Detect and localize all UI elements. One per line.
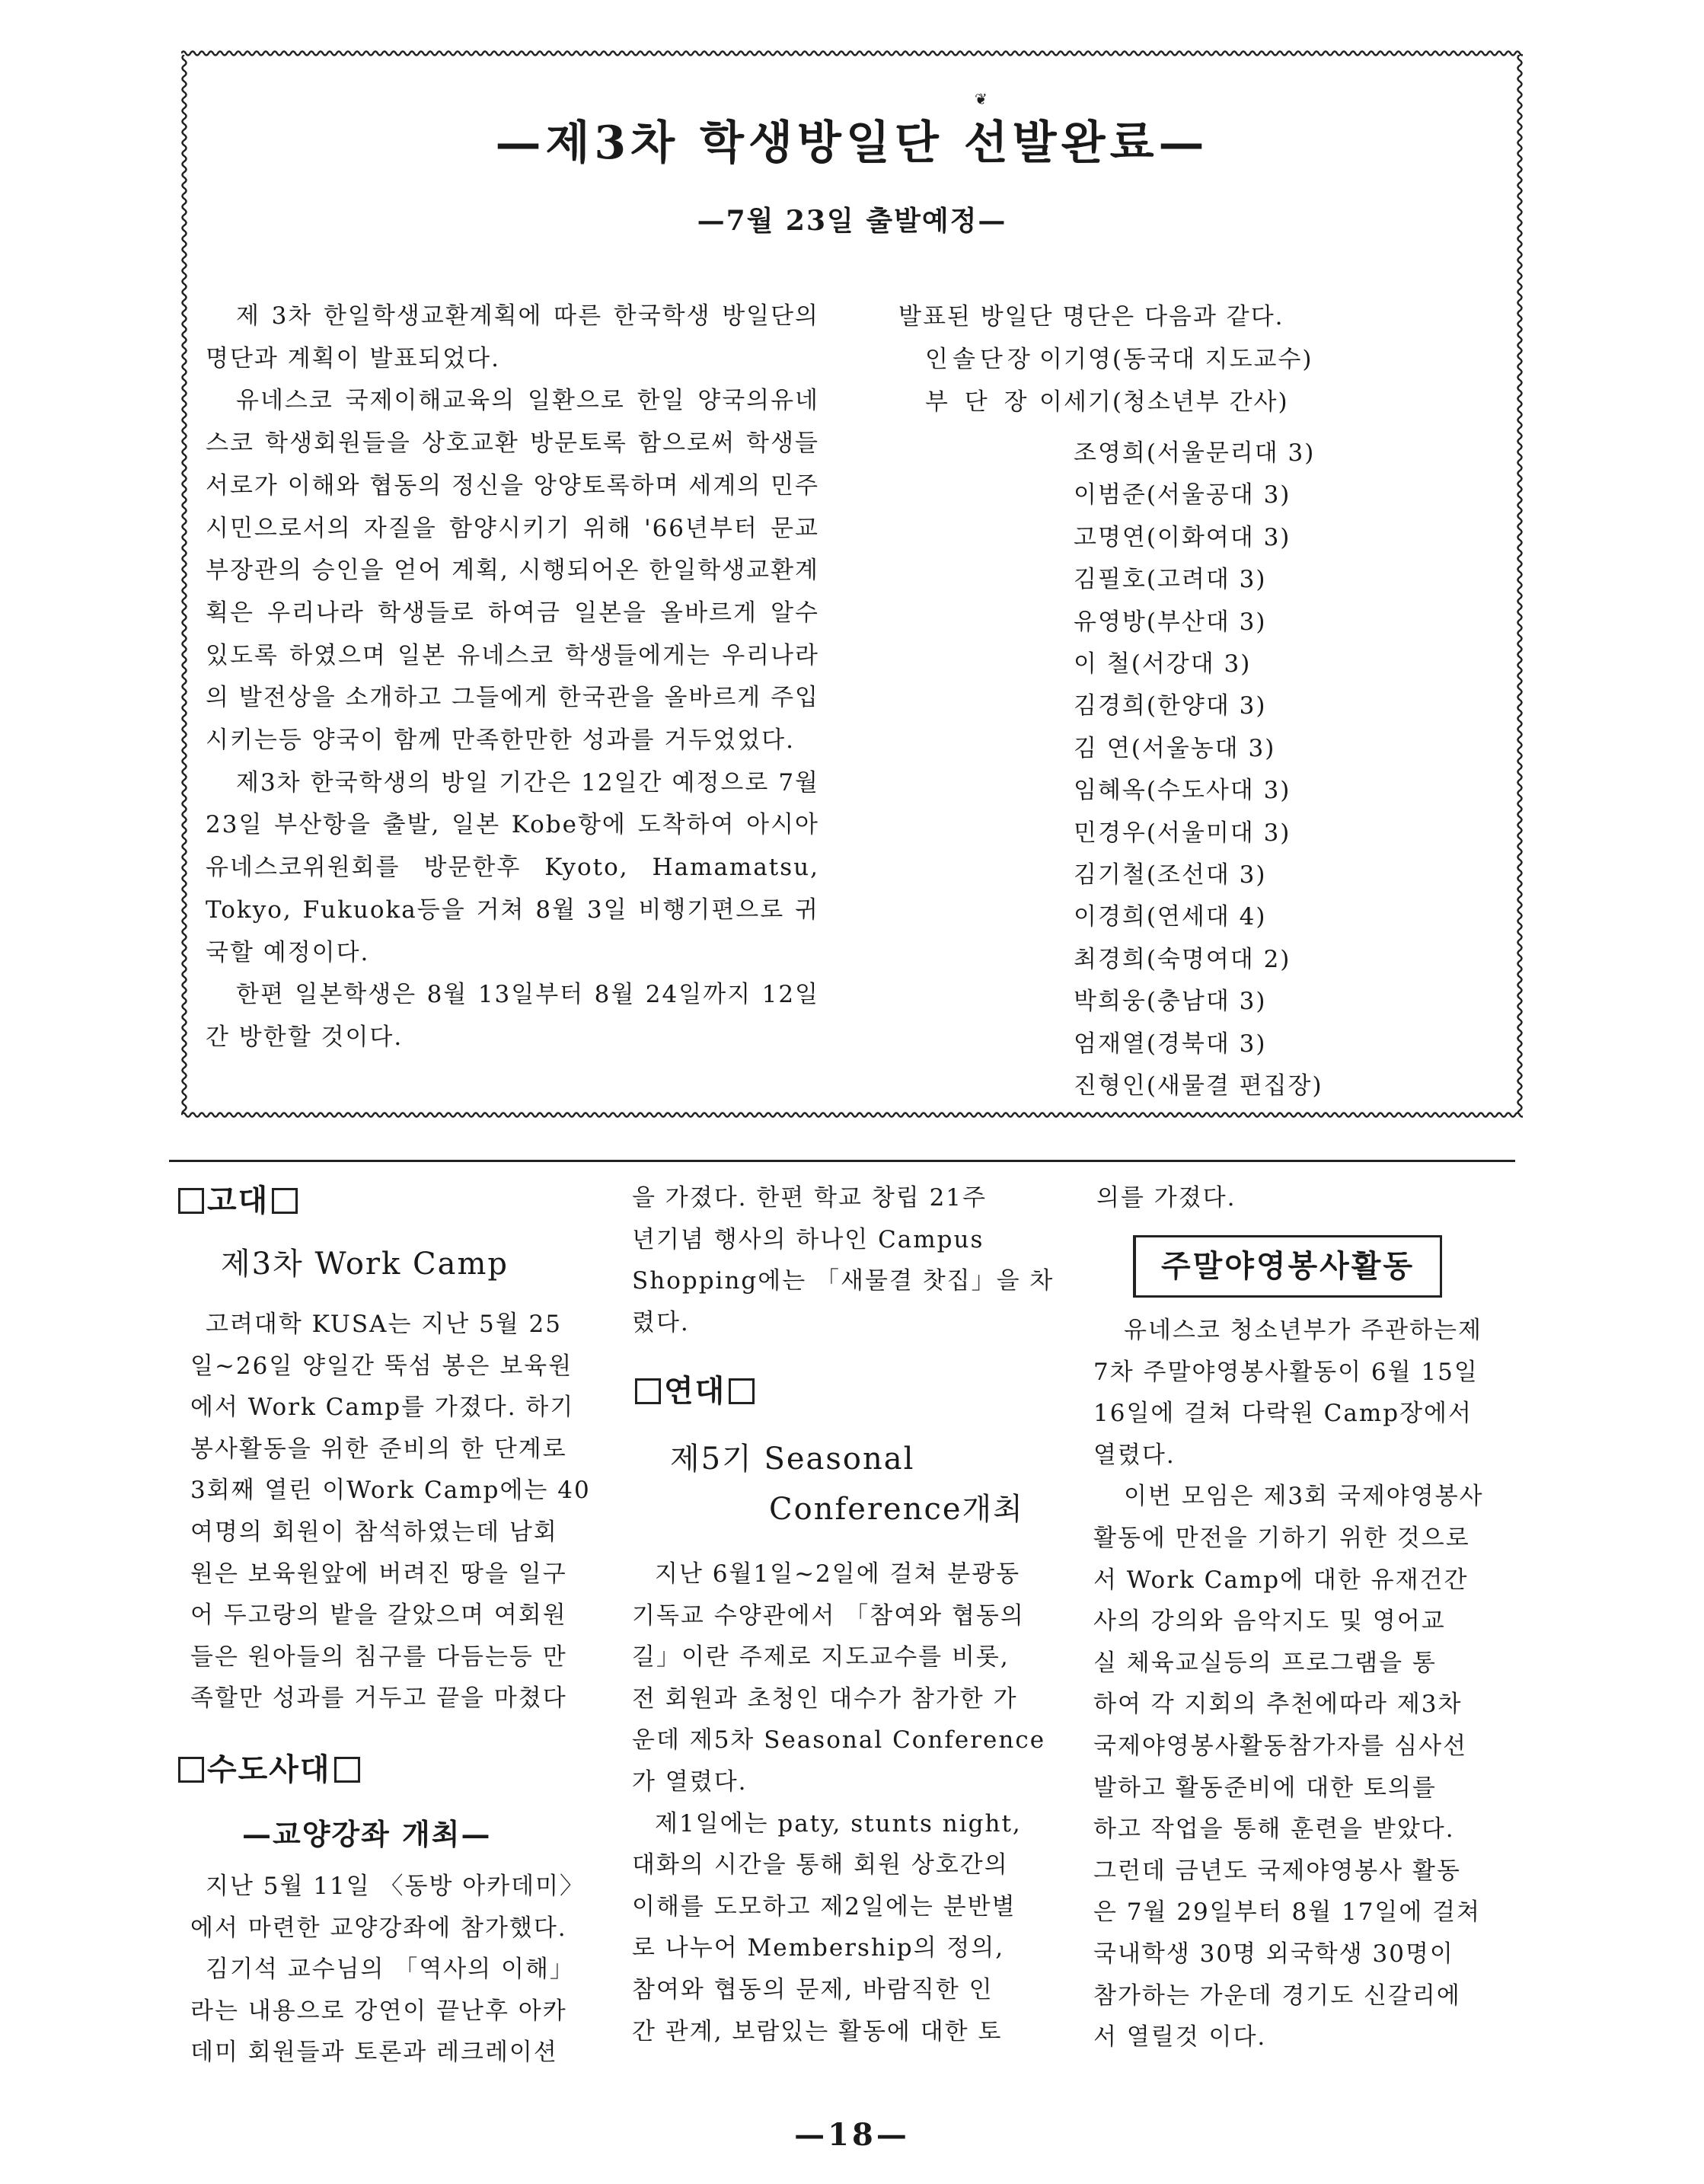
square-bracket-icon [178, 1757, 204, 1783]
roster-members [1074, 433, 1323, 1108]
leader-row [925, 338, 1313, 381]
square-bracket-icon [272, 1188, 298, 1214]
leader-name: 이세기(청소년부 간사) [1039, 388, 1289, 416]
sudo-article-continued [632, 1177, 1054, 1343]
text-line: 사의 강의와 음악지도 및 영어교 [1093, 1608, 1446, 1636]
text-line: 서 Work Camp에 대한 유재건간 [1093, 1566, 1469, 1594]
page-title: —제3차 학생방일단 선발완료— [495, 117, 1209, 170]
text-line: Shopping에는 「새물결 찻집」을 차 [632, 1267, 1055, 1295]
text-line: 제1일에는 paty, stunts night, [655, 1809, 1022, 1838]
member-item: 김기철(조선대 3) [1074, 861, 1267, 889]
roster-intro: 발표된 방일단 명단은 다음과 같다. [898, 303, 1284, 330]
ornament-icon: ❦ [975, 90, 988, 108]
member-item: 임혜옥(수도사대 3) [1074, 777, 1291, 805]
text-line: 기독교 수양관에서 「참여와 협동의 [632, 1601, 1025, 1630]
text-line: 이번 모임은 제3회 국제야영봉사 [1124, 1483, 1484, 1511]
text-line: 대화의 시간을 통해 회원 상호간의 [632, 1851, 1009, 1879]
page-subtitle: —7월 23일 출발예정— [697, 205, 1007, 237]
member-item: 이경희(연세대 4) [1074, 903, 1267, 931]
weekend-article [1093, 1310, 1484, 2058]
text-line: 은 7월 29일부터 8월 17일에 걸쳐 [1093, 1898, 1482, 1927]
section-divider [169, 1160, 1515, 1162]
text-line: 유네스코 청소년부가 주관하는제 [1124, 1317, 1482, 1344]
section-heading-korea-univ: 고대 [175, 1177, 301, 1220]
text-line: 원은 보육원앞에 버려진 땅을 일구 [190, 1560, 567, 1588]
member-item: 김필호(고려대 3) [1074, 566, 1267, 594]
member-item: 엄재열(경북대 3) [1074, 1030, 1267, 1058]
member-item: 이범준(서울공대 3) [1074, 481, 1291, 509]
member-item: 고명연(이화여대 3) [1074, 523, 1291, 551]
text-line: 서 열릴것 이다. [1093, 2023, 1267, 2051]
text-line: 을 가졌다. 한편 학교 창립 21주 [632, 1184, 987, 1212]
member-item: 민경우(서울미대 3) [1074, 819, 1291, 847]
member-item: 조영희(서울문리대 3) [1074, 439, 1316, 467]
sudo-article [190, 1866, 585, 2074]
text-line: 일~26일 양일간 뚝섬 봉은 보육원 [190, 1352, 573, 1380]
text-line: 국제야영봉사활동참가자를 심사선 [1093, 1732, 1468, 1760]
text-line: 국내학생 30명 외국학생 30명이 [1093, 1940, 1454, 1968]
article-title: Conference개최 [769, 1492, 1024, 1527]
text-line: 열렸다. [1093, 1441, 1176, 1469]
text-line: 봉사활동을 위한 준비의 한 단계로 [190, 1435, 567, 1463]
text-line: 족할만 성과를 거두고 끝을 마쳤다 [190, 1684, 567, 1713]
article-title: 제3차 Work Camp [221, 1247, 509, 1282]
yonsei-article-continued [1096, 1177, 1236, 1219]
text-line: 실 체육교실등의 프로그램을 통 [1093, 1649, 1437, 1677]
text-line: 들은 원아들의 침구를 다듬는등 만 [190, 1643, 567, 1671]
text-line: 활동에 만전을 기하기 위한 것으로 [1093, 1524, 1470, 1552]
text-line: 하여 각 지회의 추천에따라 제3차 [1093, 1691, 1463, 1719]
text-line: 참여와 협동의 문제, 바람직한 인 [632, 1975, 994, 2004]
text-line: 여명의 회원이 참석하였는데 남회 [190, 1518, 558, 1546]
intro-paragraph: 유네스코 국제이해교육의 일환으로 한일 양국의유네스코 학생회원들을 상호교환 방문토록 함으로써 학생들 서로가 이해와 협동의 정신을 앙양토록하며 세계의 민주시민으로서의 자질을 함양시키기 위해 '66년부터 문교부장관의 승인을 얻어 계획, 시행되어온 한일학생교환계획은 우리나라 학생들로 하여금 일본을 올바르게 알수 있도록 하였으며 일본 유네스코 학생들에게는 우리나라의 발전상을 소개하고 그들에게 한국관을 올바르게 주입시키는등 양국이 함께 만족한만한 성과를 거두었었다. [206, 387, 819, 755]
text-line: 렸다. [632, 1308, 690, 1336]
article-title: 제5기 Seasonal [670, 1442, 915, 1477]
text-line: 라는 내용으로 강연이 끝난후 아카 [190, 1997, 567, 2025]
text-line: 길」이란 주제로 지도교수를 비롯, [632, 1643, 1010, 1672]
yonsei-article [632, 1553, 1045, 2052]
member-item: 최경희(숙명여대 2) [1074, 945, 1291, 973]
member-item: 유영방(부산대 3) [1074, 608, 1267, 636]
top-border [181, 49, 1523, 58]
text-line: 그런데 금년도 국제야영봉사 활동 [1093, 1857, 1461, 1885]
leader-name: 이기영(동국대 지도교수) [1039, 346, 1313, 373]
text-line: 가 열렸다. [632, 1767, 748, 1796]
member-item: 박희웅(충남대 3) [1074, 988, 1267, 1016]
square-bracket-icon [334, 1757, 360, 1783]
bottom-border [181, 1110, 1523, 1119]
text-line: 전 회원과 초청인 대수가 참가한 가 [632, 1684, 1018, 1713]
square-bracket-icon [729, 1378, 755, 1404]
section-heading-yonsei: 연대 [632, 1367, 758, 1410]
leader-row [925, 381, 1313, 423]
text-line: 의를 가졌다. [1096, 1184, 1237, 1212]
leader-role: 인솔단장 [925, 346, 1035, 373]
text-line: 고려대학 KUSA는 지난 5월 25 [206, 1311, 562, 1338]
square-bracket-icon [635, 1378, 661, 1404]
text-line: 이해를 도모하고 제2일에는 분반별 [632, 1892, 1016, 1921]
article-title: —교양강좌 개최— [242, 1817, 492, 1851]
roster-leaders [925, 338, 1313, 423]
leader-role: 부 단 장 [925, 388, 1032, 416]
text-line: 발하고 활동준비에 대한 토의를 [1093, 1774, 1437, 1802]
text-line: 어 두고랑의 밭을 갈았으며 여회원 [190, 1601, 567, 1630]
text-line: 에서 마련한 교양강좌에 참가했다. [190, 1914, 567, 1942]
text-line: 김기석 교수님의 「역사의 이해」 [206, 1956, 575, 1984]
intro-paragraph: 제 3차 한일학생교환계획에 따른 한국학생 방일단의 명단과 계획이 발표되었다. [206, 302, 819, 372]
text-line: 7차 주말야영봉사활동이 6월 15일 [1093, 1358, 1479, 1386]
text-line: 데미 회원들과 토론과 레크레이션 [190, 2039, 558, 2067]
text-line: 에서 Work Camp를 가졌다. 하기 [190, 1394, 575, 1422]
text-line: 3회째 열린 이Work Camp에는 40 [190, 1477, 591, 1505]
intro-paragraph: 한편 일본학생은 8월 13일부터 8월 24일까지 12일간 방한할 것이다. [206, 981, 819, 1051]
square-bracket-icon [178, 1188, 204, 1214]
section-heading-sudo: 수도사대 [175, 1745, 363, 1789]
text-line: 간 관계, 보람있는 활동에 대한 토 [632, 2017, 1003, 2045]
intro-paragraph: 제3차 한국학생의 방일 기간은 12일간 예정으로 7월 23일 부산항을 출발, 일본 Kobe항에 도착하여 아시아 유네스코위원회를 방문한후 Kyoto, Hamamatsu, Tokyo, Fukuoka등을 거쳐 8월 3일 비행기편으로 귀국할 예정이다. [206, 768, 819, 966]
text-line: 년기념 행사의 하나인 Campus [632, 1225, 984, 1253]
section-heading-weekend: 주말야영봉사활동 [1133, 1235, 1442, 1298]
member-item: 진형인(새물결 편집장) [1074, 1072, 1323, 1100]
text-line: 지난 5월 11일 〈동방 아카데미〉 [206, 1873, 586, 1900]
text-line: 참가하는 가운데 경기도 신갈리에 [1093, 1981, 1461, 2010]
member-item: 김경희(한양대 3) [1074, 692, 1267, 720]
member-item: 이 철(서강대 3) [1074, 650, 1252, 679]
page-number: —18— [794, 2117, 910, 2153]
text-line: 하고 작업을 통해 훈련을 받았다. [1093, 1815, 1455, 1844]
text-line: 16일에 걸쳐 다락원 Camp장에서 [1093, 1400, 1473, 1428]
intro-article [206, 295, 819, 1059]
member-item: 김 연(서울농대 3) [1074, 734, 1276, 762]
korea-univ-article [190, 1304, 591, 1719]
text-line: 운데 제5차 Seasonal Conference [632, 1726, 1046, 1755]
text-line: 로 나누어 Membership의 정의, [632, 1934, 1005, 1962]
text-line: 지난 6월1일~2일에 걸쳐 분광동 [655, 1560, 1021, 1588]
